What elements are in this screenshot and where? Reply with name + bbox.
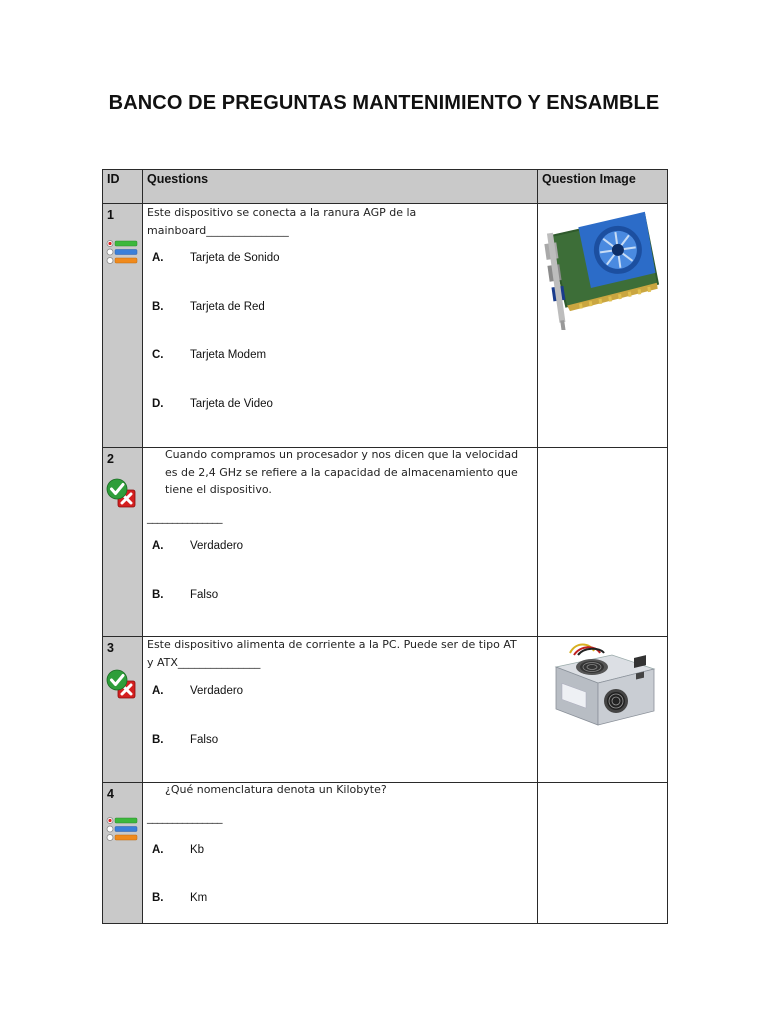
question-line: Este dispositivo alimenta de corriente a la PC. Puede ser de tipo AT	[147, 638, 517, 651]
option-a	[152, 540, 243, 552]
question-id: 3	[107, 641, 114, 655]
option-letter: A.	[152, 252, 164, 264]
answer-blank: _______________	[147, 811, 222, 824]
option-letter: D.	[152, 398, 164, 410]
option-c	[152, 349, 266, 361]
id-cell	[103, 637, 143, 783]
option-text: Falso	[190, 734, 219, 746]
header-questions: Questions	[143, 170, 538, 204]
question-line: y ATX_______________	[147, 655, 261, 669]
id-cell	[103, 204, 143, 448]
question-text	[147, 636, 517, 671]
question-image-cell	[538, 637, 668, 783]
option-d	[152, 398, 273, 410]
question-cell	[143, 783, 538, 924]
question-cell	[143, 448, 538, 637]
question-id: 1	[107, 208, 114, 222]
option-text: Tarjeta de Sonido	[190, 252, 280, 264]
option-text: Falso	[190, 589, 219, 601]
option-letter: B.	[152, 589, 164, 601]
table-header-row	[103, 170, 668, 204]
option-letter: B.	[152, 892, 164, 904]
table-row	[103, 637, 668, 783]
option-text: Tarjeta Modem	[190, 349, 267, 361]
option-letter: A.	[152, 844, 164, 856]
questions-table	[102, 169, 668, 924]
table-row	[103, 783, 668, 924]
question-line: es de 2,4 GHz se refiere a la capacidad de almacenamiento que	[165, 465, 518, 479]
question-line: Cuando compramos un procesador y nos dicen que la velocidad	[165, 448, 519, 461]
option-b	[152, 301, 265, 313]
question-text	[165, 446, 518, 499]
question-text	[147, 204, 416, 239]
option-text: Km	[190, 892, 208, 904]
option-a	[152, 844, 204, 856]
document-title: BANCO DE PREGUNTAS MANTENIMIENTO Y ENSAMBLE	[108, 92, 660, 114]
option-b	[152, 892, 207, 904]
true-false-icon	[106, 478, 138, 508]
table-row	[103, 204, 668, 448]
option-letter: B.	[152, 301, 164, 313]
question-line: tiene el dispositivo.	[165, 483, 272, 496]
question-image-cell	[538, 783, 668, 924]
id-cell	[103, 783, 143, 924]
id-cell	[103, 448, 143, 637]
power-supply-photo	[550, 639, 660, 731]
option-letter: A.	[152, 685, 164, 697]
graphics-card-photo	[544, 206, 662, 330]
question-id: 2	[107, 452, 114, 466]
option-a	[152, 685, 243, 697]
question-id: 4	[107, 787, 114, 801]
true-false-icon	[106, 669, 138, 699]
option-text: Verdadero	[190, 540, 244, 552]
option-b	[152, 589, 218, 601]
option-b	[152, 734, 218, 746]
option-a	[152, 252, 280, 264]
header-question-image: Question Image	[538, 170, 668, 204]
option-letter: B.	[152, 734, 164, 746]
question-image-cell	[538, 204, 668, 448]
option-text: Tarjeta de Video	[190, 398, 273, 410]
question-line: mainboard_______________	[147, 223, 289, 237]
option-letter: A.	[152, 540, 164, 552]
option-text: Kb	[190, 844, 205, 856]
question-cell	[143, 204, 538, 448]
option-letter: C.	[152, 349, 164, 361]
option-text: Verdadero	[190, 685, 244, 697]
multiple-choice-icon	[106, 240, 140, 266]
question-line: Este dispositivo se conecta a la ranura AGP de la	[147, 206, 417, 219]
multiple-choice-icon	[106, 817, 140, 843]
question-image-cell	[538, 448, 668, 637]
table-row	[103, 448, 668, 637]
option-text: Tarjeta de Red	[190, 301, 265, 313]
question-text	[165, 781, 387, 799]
question-cell	[143, 637, 538, 783]
question-line: ¿Qué nomenclatura denota un Kilobyte?	[165, 783, 387, 796]
header-id: ID	[103, 170, 143, 204]
answer-blank: _______________	[147, 511, 222, 524]
